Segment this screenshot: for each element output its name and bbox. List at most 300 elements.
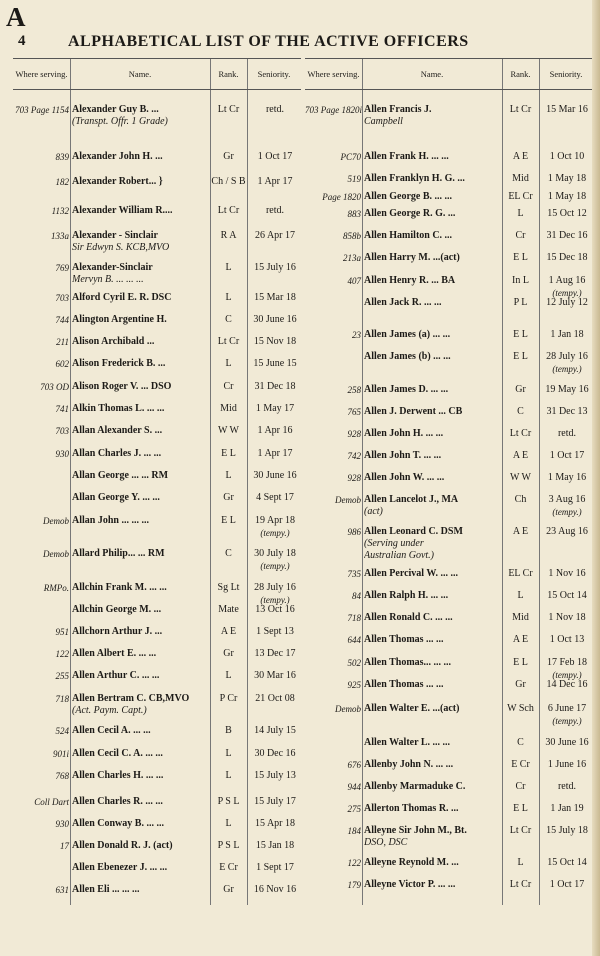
where-serving-cell-text: 182: [55, 177, 69, 187]
where-serving-cell-text: 122: [347, 858, 361, 868]
seniority-cell-text: 15 Dec 18: [546, 252, 588, 263]
header-name: Name.: [420, 69, 444, 79]
where-serving-cell: [13, 515, 69, 527]
officer-name-cell-text: Allen Percival W. ... ...: [364, 568, 458, 579]
seniority-cell-text: 15 Oct 12: [547, 208, 587, 219]
where-serving-cell: [305, 590, 361, 602]
rank-cell-text: P S L: [217, 796, 240, 807]
officer-name-cell-text: Allen Ebenezer J. ... ...: [72, 862, 168, 873]
column-header: [305, 59, 593, 90]
seniority-cell: [541, 590, 593, 602]
officer-name-cell-text: Allen Charles R. ... ...: [72, 796, 163, 807]
rank-cell-text: L: [225, 292, 232, 303]
where-serving-cell: [13, 770, 69, 782]
seniority-cell: [541, 472, 593, 484]
rank-cell: [211, 725, 246, 737]
rank-cell-text: L: [225, 818, 232, 829]
where-serving-cell-text: 944: [347, 782, 361, 792]
where-serving-cell-text: Coll Dart: [34, 797, 69, 807]
officer-name-cell: [72, 314, 210, 326]
seniority-cell: [541, 703, 593, 728]
header-rank: Rank.: [510, 69, 531, 79]
officer-name-cell: [72, 582, 210, 594]
rank-cell: [503, 703, 538, 715]
rank-cell: [211, 230, 246, 242]
seniority-cell: [541, 297, 593, 309]
officer-name-cell: [364, 472, 502, 484]
seniority-cell-text: 1 Nov 16: [548, 568, 586, 579]
where-serving-cell: [305, 329, 361, 341]
officer-name-cell: [72, 205, 210, 217]
seniority-cell-text: 14 July 15: [254, 725, 296, 736]
officer-name-cell-text: Allen Albert E. ... ...: [72, 648, 157, 659]
officer-name-cell: [364, 275, 502, 287]
officer-name-cell: [72, 648, 210, 660]
seniority-cell-text: 31 Dec 13: [546, 406, 588, 417]
rank-cell-text: Cr: [223, 381, 234, 392]
seniority-cell-text: 30 July 18: [254, 548, 296, 559]
officer-name-cell: [364, 568, 502, 580]
rank-cell: [211, 693, 246, 705]
where-serving-cell: [13, 796, 69, 808]
where-serving-cell-text: 676: [347, 760, 361, 770]
where-serving-cell: [305, 275, 361, 287]
seniority-cell: [541, 612, 593, 624]
officer-name-cell: [72, 104, 210, 128]
column-header: [13, 59, 301, 90]
where-serving-cell-text: 735: [347, 569, 361, 579]
officer-name-cell-text: Alison Archibald ...: [72, 336, 155, 347]
seniority-note: (tempy.): [552, 670, 582, 680]
where-serving-cell-text: 703 Page 1820i: [305, 105, 362, 115]
rank-cell: [211, 470, 246, 482]
rank-cell: [211, 425, 246, 437]
officer-name-cell: [364, 590, 502, 602]
rank-cell: [211, 840, 246, 852]
rank-cell: [211, 748, 246, 760]
where-serving-cell: [305, 803, 361, 815]
where-serving-cell: [305, 428, 361, 440]
rank-cell: [211, 796, 246, 808]
where-serving-cell-text: 768: [55, 771, 69, 781]
seniority-cell: [249, 381, 301, 393]
where-serving-cell-text: 184: [347, 826, 361, 836]
where-serving-cell: [13, 626, 69, 638]
officer-name-cell-text: Allen Lancelot J., MA: [364, 494, 459, 505]
where-serving-cell-text: 84: [352, 591, 361, 601]
where-serving-cell: [13, 151, 69, 163]
seniority-cell: [541, 494, 593, 519]
rank-cell: [211, 582, 246, 594]
officer-name-cell: [72, 262, 210, 286]
rank-cell-text: Sg Lt: [217, 582, 240, 593]
rank-cell-text: L: [225, 670, 232, 681]
seniority-cell: [249, 262, 301, 274]
where-serving-cell-text: 211: [56, 337, 69, 347]
officer-name-cell: [72, 770, 210, 782]
where-serving-cell-text: 23: [352, 330, 361, 340]
seniority-cell: [249, 725, 301, 737]
where-serving-cell: [305, 526, 361, 538]
rank-cell: [211, 515, 246, 527]
rank-cell: [211, 314, 246, 326]
seniority-note: (tempy.): [552, 288, 582, 298]
where-serving-cell: [305, 406, 361, 418]
rank-cell: [503, 526, 538, 538]
rank-cell: [503, 275, 538, 287]
officer-name-cell-text: Allard Philip... ... RM: [72, 548, 165, 559]
rank-cell: [211, 151, 246, 163]
rank-cell: [503, 568, 538, 580]
where-serving-cell: [13, 425, 69, 437]
where-serving-cell: [13, 176, 69, 188]
officer-name-cell: [364, 857, 502, 869]
where-serving-cell: [13, 448, 69, 460]
seniority-cell-text: 1 Oct 13: [549, 634, 585, 645]
seniority-cell-text: 3 Aug 16: [548, 494, 586, 505]
officer-name-cell-text: Allchin Frank M. ... ...: [72, 582, 167, 593]
rank-cell: [503, 781, 538, 793]
rank-cell: [503, 191, 538, 203]
rank-cell-text: A E: [220, 626, 237, 637]
rank-cell-text: L: [517, 857, 524, 868]
rank-cell-text: L: [517, 208, 524, 219]
seniority-cell-text: 1 May 16: [547, 472, 587, 483]
seniority-cell: [249, 693, 301, 705]
seniority-cell-text: 15 July 16: [254, 262, 296, 273]
right-column: [305, 58, 593, 905]
rank-cell: [503, 151, 538, 163]
seniority-cell: [541, 208, 593, 220]
seniority-cell-text: 1 Oct 17: [549, 450, 585, 461]
officer-name-cell-text: Allan Alexander S. ...: [72, 425, 163, 436]
seniority-cell-text: 15 Mar 16: [546, 104, 588, 115]
seniority-note: (tempy.): [260, 528, 290, 538]
rank-cell-text: Lt Cr: [509, 879, 532, 890]
where-serving-cell-text: 1132: [51, 206, 69, 216]
officer-name-cell-text: Alexander Robert... }: [72, 176, 163, 187]
where-serving-cell-text: 502: [347, 658, 361, 668]
seniority-cell: [541, 173, 593, 185]
rank-cell-text: L: [517, 590, 524, 601]
officer-name-cell-text: Allen Cecil C. A. ... ...: [72, 748, 163, 759]
officer-name-cell-text: Allen Arthur C. ... ...: [72, 670, 160, 681]
where-serving-cell-text: 930: [55, 449, 69, 459]
where-serving-cell: [13, 205, 69, 217]
where-serving-cell: [305, 568, 361, 580]
where-serving-cell: [305, 151, 361, 163]
rank-cell: [503, 351, 538, 363]
rank-cell: [211, 403, 246, 415]
seniority-cell-text: 16 Nov 16: [253, 884, 297, 895]
seniority-cell: [249, 448, 301, 460]
where-serving-cell: [13, 381, 69, 393]
where-serving-cell-text: RMPo.: [43, 583, 69, 593]
rank-cell-text: B: [225, 725, 232, 736]
where-serving-cell: [305, 612, 361, 624]
officer-name-cell: [72, 176, 210, 188]
rank-cell: [503, 879, 538, 891]
officer-name-cell-text: Allen Walter L. ... ...: [364, 737, 451, 748]
rank-cell-text: Lt Cr: [217, 205, 240, 216]
seniority-cell-text: 23 Aug 16: [546, 526, 588, 537]
seniority-cell: [249, 470, 301, 482]
officer-name-cell-text: Allan Charles J. ... ...: [72, 448, 162, 459]
officer-name-cell-text: Allan George ... ... RM: [72, 470, 169, 481]
section-letter: A: [6, 2, 26, 32]
where-serving-cell-text: 718: [55, 694, 69, 704]
header-rank: Rank.: [218, 69, 239, 79]
rank-cell: [211, 358, 246, 370]
where-serving-cell-text: 930: [55, 819, 69, 829]
seniority-cell-text: 1 Nov 18: [548, 612, 586, 623]
seniority-cell-text: retd.: [265, 104, 285, 115]
where-serving-cell: [13, 693, 69, 705]
where-serving-cell-text: 17: [60, 841, 69, 851]
page-number: 4: [18, 33, 26, 49]
seniority-cell-text: 13 Oct 16: [255, 604, 295, 615]
rank-cell-text: E L: [513, 329, 528, 340]
rank-cell-text: C: [517, 406, 524, 417]
where-serving-cell: [305, 759, 361, 771]
rank-cell-text: W W: [509, 472, 531, 483]
seniority-cell-text: 4 Sept 17: [256, 492, 294, 503]
officer-name-cell-text: Allen Ralph H. ... ...: [364, 590, 449, 601]
officer-name-cell: [364, 104, 502, 128]
rank-cell: [211, 770, 246, 782]
where-serving-cell: [13, 336, 69, 348]
header-where: Where serving.: [307, 69, 360, 79]
rank-cell-text: Lt Cr: [509, 825, 532, 836]
where-serving-cell-text: 258: [347, 385, 361, 395]
seniority-cell: [249, 104, 301, 116]
seniority-cell-text: 1 Oct 10: [549, 151, 585, 162]
rank-cell-text: Ch / S B: [211, 176, 246, 187]
officer-name-cell-text: Allen Thomas... ... ...: [364, 657, 452, 668]
seniority-cell-text: 26 Apr 17: [255, 230, 295, 241]
rank-cell-text: Cr: [515, 230, 526, 241]
rank-cell-text: E Cr: [511, 759, 530, 770]
seniority-cell: [249, 336, 301, 348]
where-serving-cell: [305, 679, 361, 691]
seniority-cell: [541, 803, 593, 815]
where-serving-cell-text: 951: [55, 627, 69, 637]
rank-cell-text: Gr: [223, 648, 234, 659]
seniority-cell: [541, 634, 593, 646]
where-serving-cell-text: 703 Page 1154: [15, 105, 69, 115]
rank-cell-text: P S L: [217, 840, 240, 851]
seniority-cell: [249, 818, 301, 830]
where-serving-cell-text: 631: [55, 885, 69, 895]
rank-cell: [211, 205, 246, 217]
rank-cell: [503, 384, 538, 396]
officer-name-cell: [364, 406, 502, 418]
officer-name-cell-text: Allen Bertram C. CB,MVO: [72, 693, 190, 704]
where-serving-cell-text: Page 1820: [322, 192, 361, 202]
rank-cell-text: Lt Cr: [217, 104, 240, 115]
where-serving-cell-text: 858b: [343, 231, 361, 241]
where-serving-cell-text: 718: [347, 613, 361, 623]
officer-name-cell-text: Allen Cecil A. ... ...: [72, 725, 151, 736]
seniority-cell: [249, 425, 301, 437]
seniority-cell-text: 15 June 15: [253, 358, 297, 369]
rank-cell: [503, 857, 538, 869]
seniority-cell-text: 1 Jan 19: [550, 803, 584, 814]
officer-name-cell-text: Alexander John H. ...: [72, 151, 163, 162]
officer-name-cell-text: Allen Thomas ... ...: [364, 634, 444, 645]
officer-name-cell-text: Allen Franklyn H. G. ...: [364, 173, 465, 184]
officer-name-cell: [364, 634, 502, 646]
rank-cell-text: Mid: [512, 173, 529, 184]
rank-cell-text: Gr: [223, 884, 234, 895]
seniority-cell: [541, 406, 593, 418]
seniority-note: (tempy.): [552, 716, 582, 726]
officer-name-cell: [72, 381, 210, 393]
officer-name-cell-text: Allen Jack R. ... ...: [364, 297, 442, 308]
seniority-cell-text: 17 Feb 18: [547, 657, 587, 668]
officer-name-cell-text: Alleyne Reynold M. ...: [364, 857, 459, 868]
seniority-cell: [249, 205, 301, 217]
officer-name-cell-text: Allen John H. ... ...: [364, 428, 444, 439]
officer-name-cell-text: Allen Frank H. ... ...: [364, 151, 449, 162]
seniority-cell: [541, 329, 593, 341]
rank-cell-text: P Cr: [219, 693, 238, 704]
where-serving-cell: [305, 703, 361, 715]
officer-name-cell-text: Allen Thomas ... ...: [364, 679, 444, 690]
seniority-cell: [541, 679, 593, 691]
officer-name-cell-text: Allen Henry R. ... BA: [364, 275, 456, 286]
officer-name-cell-text: Alexander - Sinclair: [72, 230, 158, 241]
seniority-cell-text: 1 Apr 16: [257, 425, 293, 436]
officer-name-cell: [72, 403, 210, 415]
seniority-cell-text: 15 July 13: [254, 770, 296, 781]
page-title: ALPHABETICAL LIST OF THE ACTIVE OFFICERS: [68, 33, 469, 50]
officer-name-cell-text: Allan George Y. ... ...: [72, 492, 160, 503]
rank-cell-text: Mid: [220, 403, 237, 414]
rank-cell-text: L: [225, 262, 232, 273]
officer-name-cell: [364, 494, 502, 518]
seniority-cell-text: 28 July 16: [546, 351, 588, 362]
where-serving-cell: [13, 582, 69, 594]
rank-cell: [211, 492, 246, 504]
seniority-cell: [249, 770, 301, 782]
seniority-cell: [541, 104, 593, 116]
where-serving-cell: [305, 230, 361, 242]
where-serving-cell: [13, 548, 69, 560]
where-serving-cell-text: 703 OD: [40, 382, 69, 392]
where-serving-cell-text: 765: [347, 407, 361, 417]
rank-cell-text: Mate: [218, 604, 239, 615]
seniority-cell: [249, 314, 301, 326]
officer-name-cell-text: Allen Ronald C. ... ...: [364, 612, 453, 623]
where-serving-cell-text: 769: [55, 263, 69, 273]
seniority-cell-text: 31 Dec 18: [254, 381, 296, 392]
rank-cell-text: E L: [221, 515, 236, 526]
seniority-cell: [249, 548, 301, 573]
seniority-cell-text: 1 June 16: [547, 759, 587, 770]
officer-name-cell-text: Allen Francis J.: [364, 104, 432, 115]
seniority-cell: [541, 230, 593, 242]
rank-cell-text: Lt Cr: [509, 104, 532, 115]
officer-name-cell-text: Alington Argentine H.: [72, 314, 167, 325]
where-serving-cell-text: 524: [55, 726, 69, 736]
rank-cell-text: L: [225, 748, 232, 759]
where-serving-cell-text: 213a: [343, 253, 361, 263]
seniority-cell: [541, 428, 593, 440]
officer-name-cell-text: Allen Leonard C. DSM: [364, 526, 463, 537]
officer-name-cell: [364, 230, 502, 242]
officer-name-cell: [364, 612, 502, 624]
officer-name-cell: [72, 425, 210, 437]
where-serving-cell: [305, 494, 361, 506]
seniority-cell-text: 6 June 17: [547, 703, 587, 714]
where-serving-cell-text: 744: [55, 315, 69, 325]
rank-cell: [503, 252, 538, 264]
where-serving-cell-text: 255: [55, 671, 69, 681]
seniority-cell-text: 30 Mar 16: [254, 670, 296, 681]
seniority-cell: [249, 862, 301, 874]
officer-name-cell: [364, 803, 502, 815]
rank-cell: [503, 494, 538, 506]
where-serving-cell: [13, 818, 69, 830]
rank-cell: [503, 104, 538, 116]
where-serving-cell-text: 644: [347, 635, 361, 645]
where-serving-cell: [13, 648, 69, 660]
seniority-note: (tempy.): [260, 595, 290, 605]
seniority-cell-text: 12 July 12: [546, 297, 588, 308]
rank-cell-text: C: [225, 314, 232, 325]
rank-cell: [211, 862, 246, 874]
officer-name-cell-text: Alison Roger V. ... DSO: [72, 381, 172, 392]
rank-cell: [503, 472, 538, 484]
officer-name-cell-text: Allchin George M. ...: [72, 604, 162, 615]
where-serving-cell: [13, 748, 69, 760]
left-column: [13, 58, 301, 905]
rank-cell-text: Cr: [515, 781, 526, 792]
officer-name-cell: [364, 679, 502, 691]
rank-cell: [211, 670, 246, 682]
where-serving-cell: [305, 634, 361, 646]
officer-name-cell: [72, 515, 210, 527]
where-serving-cell: [305, 657, 361, 669]
seniority-cell-text: 1 May 18: [547, 173, 587, 184]
officer-name-cell: [72, 725, 210, 737]
rank-cell-text: In L: [512, 275, 529, 286]
seniority-cell-text: 30 June 16: [545, 737, 589, 748]
officer-name-cell-text: Allen James D. ... ...: [364, 384, 449, 395]
seniority-cell: [541, 151, 593, 163]
officer-name-cell: [72, 818, 210, 830]
page-edge: [592, 0, 600, 956]
rank-cell-text: E L: [513, 351, 528, 362]
rank-cell-text: Gr: [515, 384, 526, 395]
seniority-cell-text: 30 Dec 16: [254, 748, 296, 759]
seniority-cell-text: 31 Dec 16: [546, 230, 588, 241]
officer-name-continuation: Campbell: [364, 116, 403, 127]
where-serving-cell: [305, 825, 361, 837]
seniority-cell-text: 1 Apr 17: [257, 176, 293, 187]
officer-name-cell-text: Allen Hamilton C. ...: [364, 230, 453, 241]
where-serving-cell-text: 407: [347, 276, 361, 286]
rank-cell-text: L: [225, 358, 232, 369]
rank-cell-text: L: [225, 770, 232, 781]
officer-name-cell: [364, 759, 502, 771]
officer-name-cell-text: Alexander William R....: [72, 205, 173, 216]
rank-cell-text: Lt Cr: [509, 428, 532, 439]
where-serving-cell-text: PC70: [340, 152, 361, 162]
officer-name-continuation: Sir Edwyn S. KCB,MVO: [72, 242, 170, 253]
officer-name-cell-text: Alison Frederick B. ...: [72, 358, 166, 369]
